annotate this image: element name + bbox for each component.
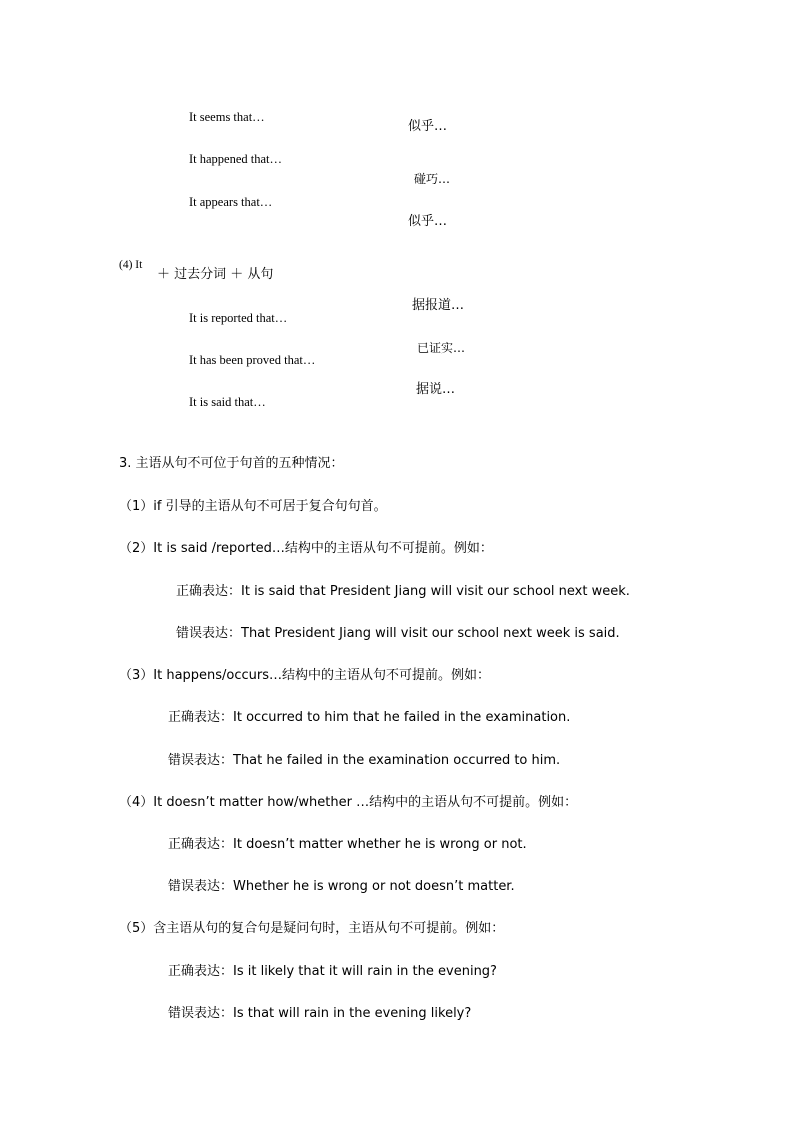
phrase-it-seems-that: It seems that… — [189, 110, 265, 124]
section3-heading: 3. 主语从句不可位于句首的五种情况： — [119, 456, 344, 471]
phrase-it-is-said-that: It is said that… — [189, 395, 266, 409]
rule-5: （5）含主语从句的复合句是疑问句时，主语从句不可提前。例如： — [119, 921, 505, 936]
group2-formula: ＋ 过去分词 ＋ 从句 — [157, 267, 274, 282]
rule-5-wrong: 错误表达：Is that will rain in the evening likely? — [168, 1006, 472, 1021]
meaning-happened: 碰巧… — [414, 172, 451, 186]
rule-4-correct: 正确表达：It doesn’t matter whether he is wrong or not. — [168, 837, 527, 852]
rule-4-wrong: 错误表达：Whether he is wrong or not doesn’t matter. — [168, 879, 515, 894]
rule-4: （4）It doesn’t matter how/whether …结构中的主语从句不可提前。例如： — [119, 795, 578, 810]
rule-3: （3）It happens/occurs…结构中的主语从句不可提前。例如： — [119, 668, 491, 683]
meaning-appears: 似乎… — [408, 214, 448, 229]
group2-label: (4) It — [119, 259, 143, 271]
rule-2: （2）It is said /reported…结构中的主语从句不可提前。例如： — [119, 541, 493, 556]
meaning-reported: 据报道… — [412, 298, 465, 313]
phrase-it-appears-that: It appears that… — [189, 195, 273, 209]
phrase-it-happened-that: It happened that… — [189, 152, 283, 166]
meaning-proved: 已证实… — [417, 341, 466, 355]
phrase-it-is-reported-that: It is reported that… — [189, 311, 288, 325]
rule-2-wrong: 错误表达：That President Jiang will visit our school next week is said. — [176, 626, 620, 641]
meaning-said: 据说… — [416, 382, 456, 397]
rule-3-correct: 正确表达：It occurred to him that he failed in the examination. — [168, 710, 571, 725]
meaning-seems: 似乎… — [408, 119, 448, 134]
rule-3-wrong: 错误表达：That he failed in the examination occurred to him. — [168, 753, 561, 768]
phrase-it-has-been-proved-that: It has been proved that… — [189, 353, 316, 367]
rule-5-correct: 正确表达：Is it likely that it will rain in the evening? — [168, 964, 497, 979]
rule-1: （1）if 引导的主语从句不可居于复合句句首。 — [119, 499, 387, 514]
rule-2-correct: 正确表达：It is said that President Jiang will visit our school next week. — [176, 584, 630, 599]
